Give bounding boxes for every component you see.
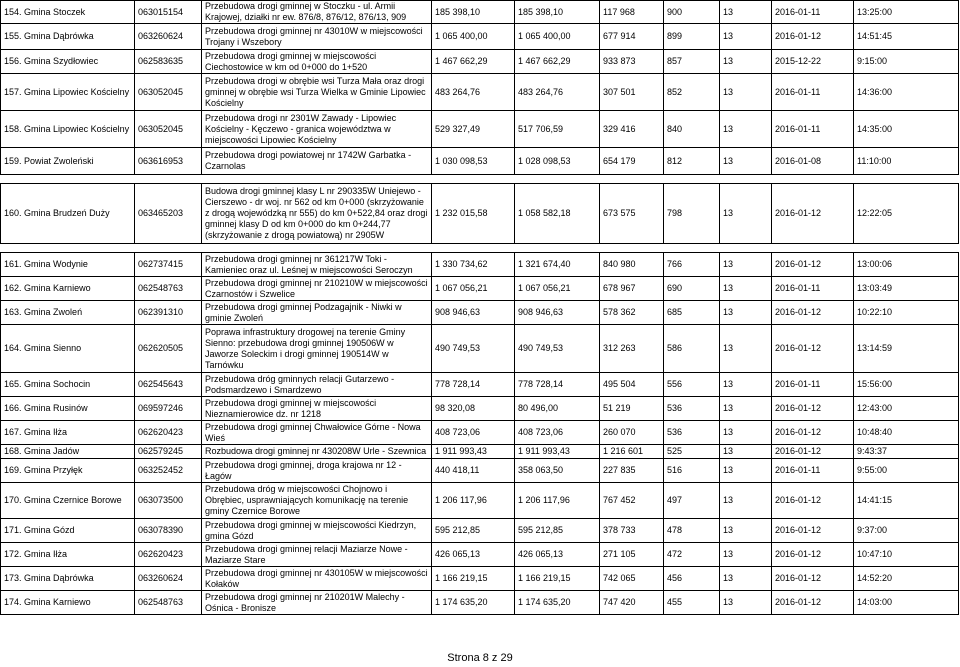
row-number: 164. <box>4 343 22 353</box>
row-spacer <box>1 175 959 184</box>
code-cell: 063252452 <box>135 459 202 483</box>
grant-amount-cell: 747 420 <box>600 591 664 615</box>
row-number: 163. <box>4 307 22 317</box>
description-cell: Przebudowa drogi gminnej nr 210201W Malechy - Ośnica - Bronisze <box>202 591 432 615</box>
time-cell: 14:52:20 <box>854 567 959 591</box>
score-cell: 556 <box>664 373 720 397</box>
total-cost-cell: 440 418,11 <box>432 459 515 483</box>
date-cell: 2016-01-12 <box>772 591 854 615</box>
municipality-name: Gmina Zwoleń <box>24 307 83 317</box>
municipality-cell <box>1 421 135 445</box>
description-cell: Przebudowa drogi gminnej relacji Maziarze Nowe - Maziarze Stare <box>202 543 432 567</box>
date-cell: 2016-01-11 <box>772 74 854 111</box>
description-cell: Przebudowa dróg gminnych relacji Gutarzewo - Podsmardzewo i Smardzewo <box>202 373 432 397</box>
total-cost-cell: 408 723,06 <box>432 421 515 445</box>
page-footer <box>0 652 960 664</box>
municipality-cell <box>1 373 135 397</box>
municipality-name: Gmina Dąbrówka <box>24 573 94 583</box>
table-row <box>1 445 959 459</box>
description-cell: Przebudowa dróg w miejscowości Chojnowo i Obrębiec, usprawniających komunikację na terenie gminy Czernice Borowe <box>202 483 432 519</box>
row-number: 159. <box>4 155 22 166</box>
total-cost-cell: 98 320,08 <box>432 397 515 421</box>
municipality-name: Gmina Karniewo <box>24 283 91 293</box>
table-row <box>1 184 959 244</box>
grant-amount-cell: 933 873 <box>600 50 664 74</box>
row-number: 160. <box>4 208 22 218</box>
time-cell: 12:43:00 <box>854 397 959 421</box>
table-row <box>1 111 959 148</box>
municipality-name: Powiat Zwoleński <box>24 155 94 166</box>
score-cell: 586 <box>664 325 720 373</box>
description-cell: Przebudowa drogi powiatowej nr 1742W Garbatka - Czarnolas <box>202 148 432 175</box>
eligible-cost-cell: 408 723,06 <box>515 421 600 445</box>
municipality-name: Gmina Karniewo <box>24 597 91 607</box>
code-cell: 063465203 <box>135 184 202 244</box>
grant-amount-cell: 329 416 <box>600 111 664 148</box>
row-number: 167. <box>4 427 22 437</box>
number-cell: 13 <box>720 421 772 445</box>
time-cell: 13:03:49 <box>854 277 959 301</box>
row-number: 156. <box>4 56 22 66</box>
number-cell: 13 <box>720 591 772 615</box>
table-row <box>1 24 959 50</box>
total-cost-cell: 490 749,53 <box>432 325 515 373</box>
total-cost-cell: 595 212,85 <box>432 519 515 543</box>
total-cost-cell: 426 065,13 <box>432 543 515 567</box>
time-cell: 14:51:45 <box>854 24 959 50</box>
row-number: 171. <box>4 525 22 535</box>
description-cell: Poprawa infrastruktury drogowej na terenie Gminy Sienno: przebudowa drogi gminnej 190506W w Jaworze Soleckim i drogi gminnej 190514W w Tarnówku <box>202 325 432 373</box>
grant-amount-cell: 673 575 <box>600 184 664 244</box>
eligible-cost-cell: 1 067 056,21 <box>515 277 600 301</box>
number-cell: 13 <box>720 519 772 543</box>
municipality-name: Gmina Jadów <box>24 446 80 456</box>
time-cell: 9:55:00 <box>854 459 959 483</box>
grant-amount-cell: 312 263 <box>600 325 664 373</box>
municipality-cell <box>1 325 135 373</box>
eligible-cost-cell: 1 028 098,53 <box>515 148 600 175</box>
page-number: Strona 8 z 29 <box>447 652 513 664</box>
code-cell: 062545643 <box>135 373 202 397</box>
score-cell: 690 <box>664 277 720 301</box>
date-cell: 2016-01-12 <box>772 325 854 373</box>
table-row <box>1 483 959 519</box>
grant-amount-cell: 578 362 <box>600 301 664 325</box>
municipality-cell <box>1 111 135 148</box>
eligible-cost-cell: 1 065 400,00 <box>515 24 600 50</box>
description-cell: Przebudowa drogi w obrębie wsi Turza Mała oraz drogi gminnej w obrębie wsi Turza Wielka w Gminie Lipowiec Kościelny <box>202 74 432 111</box>
description-cell: Przebudowa drogi gminnej nr 430105W w miejscowości Kołaków <box>202 567 432 591</box>
number-cell: 13 <box>720 301 772 325</box>
number-cell: 13 <box>720 277 772 301</box>
municipality-cell <box>1 397 135 421</box>
total-cost-cell: 1 174 635,20 <box>432 591 515 615</box>
row-number: 173. <box>4 573 22 583</box>
score-cell: 840 <box>664 111 720 148</box>
code-cell: 062737415 <box>135 253 202 277</box>
code-cell: 063078390 <box>135 519 202 543</box>
total-cost-cell: 1 330 734,62 <box>432 253 515 277</box>
eligible-cost-cell: 1 206 117,96 <box>515 483 600 519</box>
time-cell: 14:35:00 <box>854 111 959 148</box>
description-cell: Przebudowa drogi gminnej nr 43010W w miejscowości Trojany i Wszebory <box>202 24 432 50</box>
municipality-name: Gmina Sienno <box>24 343 82 353</box>
score-cell: 899 <box>664 24 720 50</box>
time-cell: 14:03:00 <box>854 591 959 615</box>
time-cell: 11:10:00 <box>854 148 959 175</box>
description-cell: Przebudowa drogi gminnej w miejscowości Nieznamierowice dz. nr 1218 <box>202 397 432 421</box>
number-cell: 13 <box>720 459 772 483</box>
row-number: 161. <box>4 259 22 269</box>
date-cell: 2016-01-12 <box>772 421 854 445</box>
grant-amount-cell: 654 179 <box>600 148 664 175</box>
grant-amount-cell: 378 733 <box>600 519 664 543</box>
time-cell: 13:25:00 <box>854 1 959 24</box>
number-cell: 13 <box>720 253 772 277</box>
row-number: 168. <box>4 446 22 456</box>
score-cell: 766 <box>664 253 720 277</box>
eligible-cost-cell: 80 496,00 <box>515 397 600 421</box>
code-cell: 063260624 <box>135 24 202 50</box>
municipality-name: Gmina Szydłowiec <box>24 56 99 66</box>
table-row <box>1 373 959 397</box>
code-cell: 062548763 <box>135 277 202 301</box>
time-cell: 9:15:00 <box>854 50 959 74</box>
score-cell: 857 <box>664 50 720 74</box>
time-cell: 14:36:00 <box>854 74 959 111</box>
eligible-cost-cell: 1 911 993,43 <box>515 445 600 459</box>
code-cell: 063015154 <box>135 1 202 24</box>
table-row <box>1 519 959 543</box>
code-cell: 062391310 <box>135 301 202 325</box>
date-cell: 2016-01-12 <box>772 483 854 519</box>
code-cell: 062620505 <box>135 325 202 373</box>
municipality-cell <box>1 301 135 325</box>
code-cell: 062579245 <box>135 445 202 459</box>
date-cell: 2016-01-12 <box>772 445 854 459</box>
score-cell: 472 <box>664 543 720 567</box>
description-cell: Przebudowa drogi gminnej nr 361217W Toki - Kamieniec oraz ul. Leśnej w miejscowości Seroczyn <box>202 253 432 277</box>
number-cell: 13 <box>720 445 772 459</box>
score-cell: 900 <box>664 1 720 24</box>
eligible-cost-cell: 1 321 674,40 <box>515 253 600 277</box>
time-cell: 13:14:59 <box>854 325 959 373</box>
code-cell: 062548763 <box>135 591 202 615</box>
total-cost-cell: 1 911 993,43 <box>432 445 515 459</box>
date-cell: 2016-01-12 <box>772 253 854 277</box>
table-row <box>1 459 959 483</box>
eligible-cost-cell: 483 264,76 <box>515 74 600 111</box>
code-cell: 063616953 <box>135 148 202 175</box>
eligible-cost-cell: 908 946,63 <box>515 301 600 325</box>
score-cell: 685 <box>664 301 720 325</box>
grant-amount-cell: 271 105 <box>600 543 664 567</box>
grant-amount-cell: 227 835 <box>600 459 664 483</box>
score-cell: 456 <box>664 567 720 591</box>
eligible-cost-cell: 1 467 662,29 <box>515 50 600 74</box>
total-cost-cell: 1 206 117,96 <box>432 483 515 519</box>
number-cell: 13 <box>720 111 772 148</box>
table-row <box>1 591 959 615</box>
municipality-cell <box>1 50 135 74</box>
time-cell: 13:00:06 <box>854 253 959 277</box>
eligible-cost-cell: 426 065,13 <box>515 543 600 567</box>
total-cost-cell: 1 067 056,21 <box>432 277 515 301</box>
number-cell: 13 <box>720 148 772 175</box>
grant-amount-cell: 767 452 <box>600 483 664 519</box>
code-cell: 062620423 <box>135 421 202 445</box>
description-cell: Przebudowa drogi gminnej w miejscowości Ciechostowice w km od 0+000 do 1+520 <box>202 50 432 74</box>
municipality-cell <box>1 591 135 615</box>
eligible-cost-cell: 490 749,53 <box>515 325 600 373</box>
score-cell: 536 <box>664 421 720 445</box>
date-cell: 2016-01-11 <box>772 277 854 301</box>
description-cell: Przebudowa drogi gminnej w miejscowości Kiedrzyn, gmina Gózd <box>202 519 432 543</box>
table-row <box>1 543 959 567</box>
date-cell: 2016-01-11 <box>772 373 854 397</box>
municipality-cell <box>1 74 135 111</box>
time-cell: 14:41:15 <box>854 483 959 519</box>
municipality-cell <box>1 459 135 483</box>
table-row <box>1 253 959 277</box>
total-cost-cell: 778 728,14 <box>432 373 515 397</box>
grant-amount-cell: 742 065 <box>600 567 664 591</box>
score-cell: 798 <box>664 184 720 244</box>
date-cell: 2016-01-11 <box>772 459 854 483</box>
row-number: 170. <box>4 495 22 505</box>
municipality-name: Gmina Gózd <box>24 525 75 535</box>
municipality-name: Gmina Rusinów <box>24 403 88 413</box>
municipality-cell <box>1 148 135 175</box>
municipality-cell <box>1 445 135 459</box>
municipality-name: Gmina Lipowiec Kościelny <box>24 123 130 134</box>
municipality-name: Gmina Lipowiec Kościelny <box>24 86 130 97</box>
description-cell: Przebudowa drogi gminnej, droga krajowa nr 12 - Łagów <box>202 459 432 483</box>
code-cell: 062583635 <box>135 50 202 74</box>
municipality-cell <box>1 483 135 519</box>
municipality-cell <box>1 277 135 301</box>
score-cell: 852 <box>664 74 720 111</box>
table-row <box>1 421 959 445</box>
date-cell: 2015-12-22 <box>772 50 854 74</box>
table-row <box>1 325 959 373</box>
eligible-cost-cell: 1 166 219,15 <box>515 567 600 591</box>
description-cell: Przebudowa drogi gminnej nr 210210W w miejscowości Czarnostów i Szwelice <box>202 277 432 301</box>
total-cost-cell: 483 264,76 <box>432 74 515 111</box>
time-cell: 10:48:40 <box>854 421 959 445</box>
number-cell: 13 <box>720 325 772 373</box>
row-number: 154. <box>4 6 22 17</box>
code-cell: 062620423 <box>135 543 202 567</box>
score-cell: 516 <box>664 459 720 483</box>
score-cell: 525 <box>664 445 720 459</box>
number-cell: 13 <box>720 543 772 567</box>
number-cell: 13 <box>720 24 772 50</box>
grant-amount-cell: 260 070 <box>600 421 664 445</box>
municipality-cell <box>1 567 135 591</box>
code-cell: 069597246 <box>135 397 202 421</box>
number-cell: 13 <box>720 567 772 591</box>
grant-amount-cell: 117 968 <box>600 1 664 24</box>
municipality-name: Gmina Iłża <box>24 549 68 559</box>
time-cell: 9:43:37 <box>854 445 959 459</box>
municipality-cell <box>1 24 135 50</box>
row-number: 174. <box>4 597 22 607</box>
date-cell: 2016-01-12 <box>772 301 854 325</box>
total-cost-cell: 1 166 219,15 <box>432 567 515 591</box>
total-cost-cell: 1 467 662,29 <box>432 50 515 74</box>
row-number: 162. <box>4 283 22 293</box>
eligible-cost-cell: 185 398,10 <box>515 1 600 24</box>
score-cell: 497 <box>664 483 720 519</box>
number-cell: 13 <box>720 50 772 74</box>
municipality-name: Gmina Dąbrówka <box>24 31 94 41</box>
municipality-cell <box>1 519 135 543</box>
code-cell: 063073500 <box>135 483 202 519</box>
table-row <box>1 397 959 421</box>
number-cell: 13 <box>720 483 772 519</box>
row-number: 172. <box>4 549 22 559</box>
eligible-cost-cell: 1 058 582,18 <box>515 184 600 244</box>
description-cell: Rozbudowa drogi gminnej nr 430208W Urle - Szewnica <box>202 445 432 459</box>
table-row <box>1 567 959 591</box>
municipality-name: Gmina Czernice Borowe <box>24 495 122 505</box>
date-cell: 2016-01-12 <box>772 397 854 421</box>
table-body <box>1 1 959 615</box>
time-cell: 10:22:10 <box>854 301 959 325</box>
row-number: 166. <box>4 403 22 413</box>
total-cost-cell: 185 398,10 <box>432 1 515 24</box>
description-cell: Przebudowa drogi nr 2301W Zawady - Lipowiec Kościelny - Kęczewo - granica województwa w miejscowości Lipowiec Kościelny <box>202 111 432 148</box>
eligible-cost-cell: 595 212,85 <box>515 519 600 543</box>
time-cell: 10:47:10 <box>854 543 959 567</box>
row-number: 169. <box>4 465 22 475</box>
time-cell: 12:22:05 <box>854 184 959 244</box>
table-row <box>1 301 959 325</box>
time-cell: 15:56:00 <box>854 373 959 397</box>
municipality-cell <box>1 1 135 24</box>
code-cell: 063260624 <box>135 567 202 591</box>
grant-amount-cell: 51 219 <box>600 397 664 421</box>
eligible-cost-cell: 358 063,50 <box>515 459 600 483</box>
grant-amount-cell: 307 501 <box>600 74 664 111</box>
eligible-cost-cell: 517 706,59 <box>515 111 600 148</box>
grant-amount-cell: 1 216 601 <box>600 445 664 459</box>
eligible-cost-cell: 778 728,14 <box>515 373 600 397</box>
description-cell: Przebudowa drogi gminnej Podzagajnik - Niwki w gminie Zwoleń <box>202 301 432 325</box>
row-number: 165. <box>4 379 22 389</box>
table-row <box>1 50 959 74</box>
date-cell: 2016-01-11 <box>772 1 854 24</box>
number-cell: 13 <box>720 397 772 421</box>
grant-amount-cell: 495 504 <box>600 373 664 397</box>
code-cell: 063052045 <box>135 111 202 148</box>
date-cell: 2016-01-12 <box>772 543 854 567</box>
table-row <box>1 277 959 301</box>
table-row <box>1 74 959 111</box>
eligible-cost-cell: 1 174 635,20 <box>515 591 600 615</box>
municipality-name: Gmina Stoczek <box>24 6 86 17</box>
date-cell: 2016-01-12 <box>772 519 854 543</box>
grant-amount-cell: 677 914 <box>600 24 664 50</box>
code-cell: 063052045 <box>135 74 202 111</box>
time-cell: 9:37:00 <box>854 519 959 543</box>
score-cell: 536 <box>664 397 720 421</box>
municipality-name: Gmina Wodynie <box>24 259 88 269</box>
grant-amount-cell: 840 980 <box>600 253 664 277</box>
municipality-cell <box>1 543 135 567</box>
municipality-name: Gmina Brudzeń Duży <box>24 208 110 218</box>
number-cell: 13 <box>720 1 772 24</box>
total-cost-cell: 1 232 015,58 <box>432 184 515 244</box>
score-cell: 812 <box>664 148 720 175</box>
table-row <box>1 1 959 24</box>
total-cost-cell: 1 065 400,00 <box>432 24 515 50</box>
row-number: 157. <box>4 86 22 97</box>
municipality-cell <box>1 184 135 244</box>
date-cell: 2016-01-12 <box>772 567 854 591</box>
row-spacer <box>1 244 959 253</box>
total-cost-cell: 908 946,63 <box>432 301 515 325</box>
score-cell: 455 <box>664 591 720 615</box>
number-cell: 13 <box>720 184 772 244</box>
municipality-name: Gmina Przyłęk <box>24 465 83 475</box>
number-cell: 13 <box>720 373 772 397</box>
description-cell: Przebudowa drogi gminnej w Stoczku - ul. Armii Krajowej, działki nr ew. 876/8, 876/12, 876/13, 909 <box>202 1 432 24</box>
total-cost-cell: 1 030 098,53 <box>432 148 515 175</box>
municipality-cell <box>1 253 135 277</box>
municipality-name: Gmina Sochocin <box>24 379 91 389</box>
date-cell: 2016-01-11 <box>772 111 854 148</box>
municipality-name: Gmina Iłża <box>24 427 68 437</box>
description-cell: Przebudowa drogi gminnej Chwałowice Górne - Nowa Wieś <box>202 421 432 445</box>
date-cell: 2016-01-12 <box>772 24 854 50</box>
row-number: 155. <box>4 31 22 41</box>
number-cell: 13 <box>720 74 772 111</box>
row-number: 158. <box>4 123 22 134</box>
score-cell: 478 <box>664 519 720 543</box>
date-cell: 2016-01-08 <box>772 148 854 175</box>
grant-amount-cell: 678 967 <box>600 277 664 301</box>
table-row <box>1 148 959 175</box>
total-cost-cell: 529 327,49 <box>432 111 515 148</box>
description-cell: Budowa drogi gminnej klasy L nr 290335W Uniejewo - Cierszewo - dr woj. nr 562 od km 0+000 (skrzyżowanie z drogą wojewódzką nr 555) do km 0+522,84 oraz drogi gminnej klasy D od km 0+000 do km 0+244,77 (skrzyżowanie z drogą powiatową) nr 2905W <box>202 184 432 244</box>
date-cell: 2016-01-12 <box>772 184 854 244</box>
